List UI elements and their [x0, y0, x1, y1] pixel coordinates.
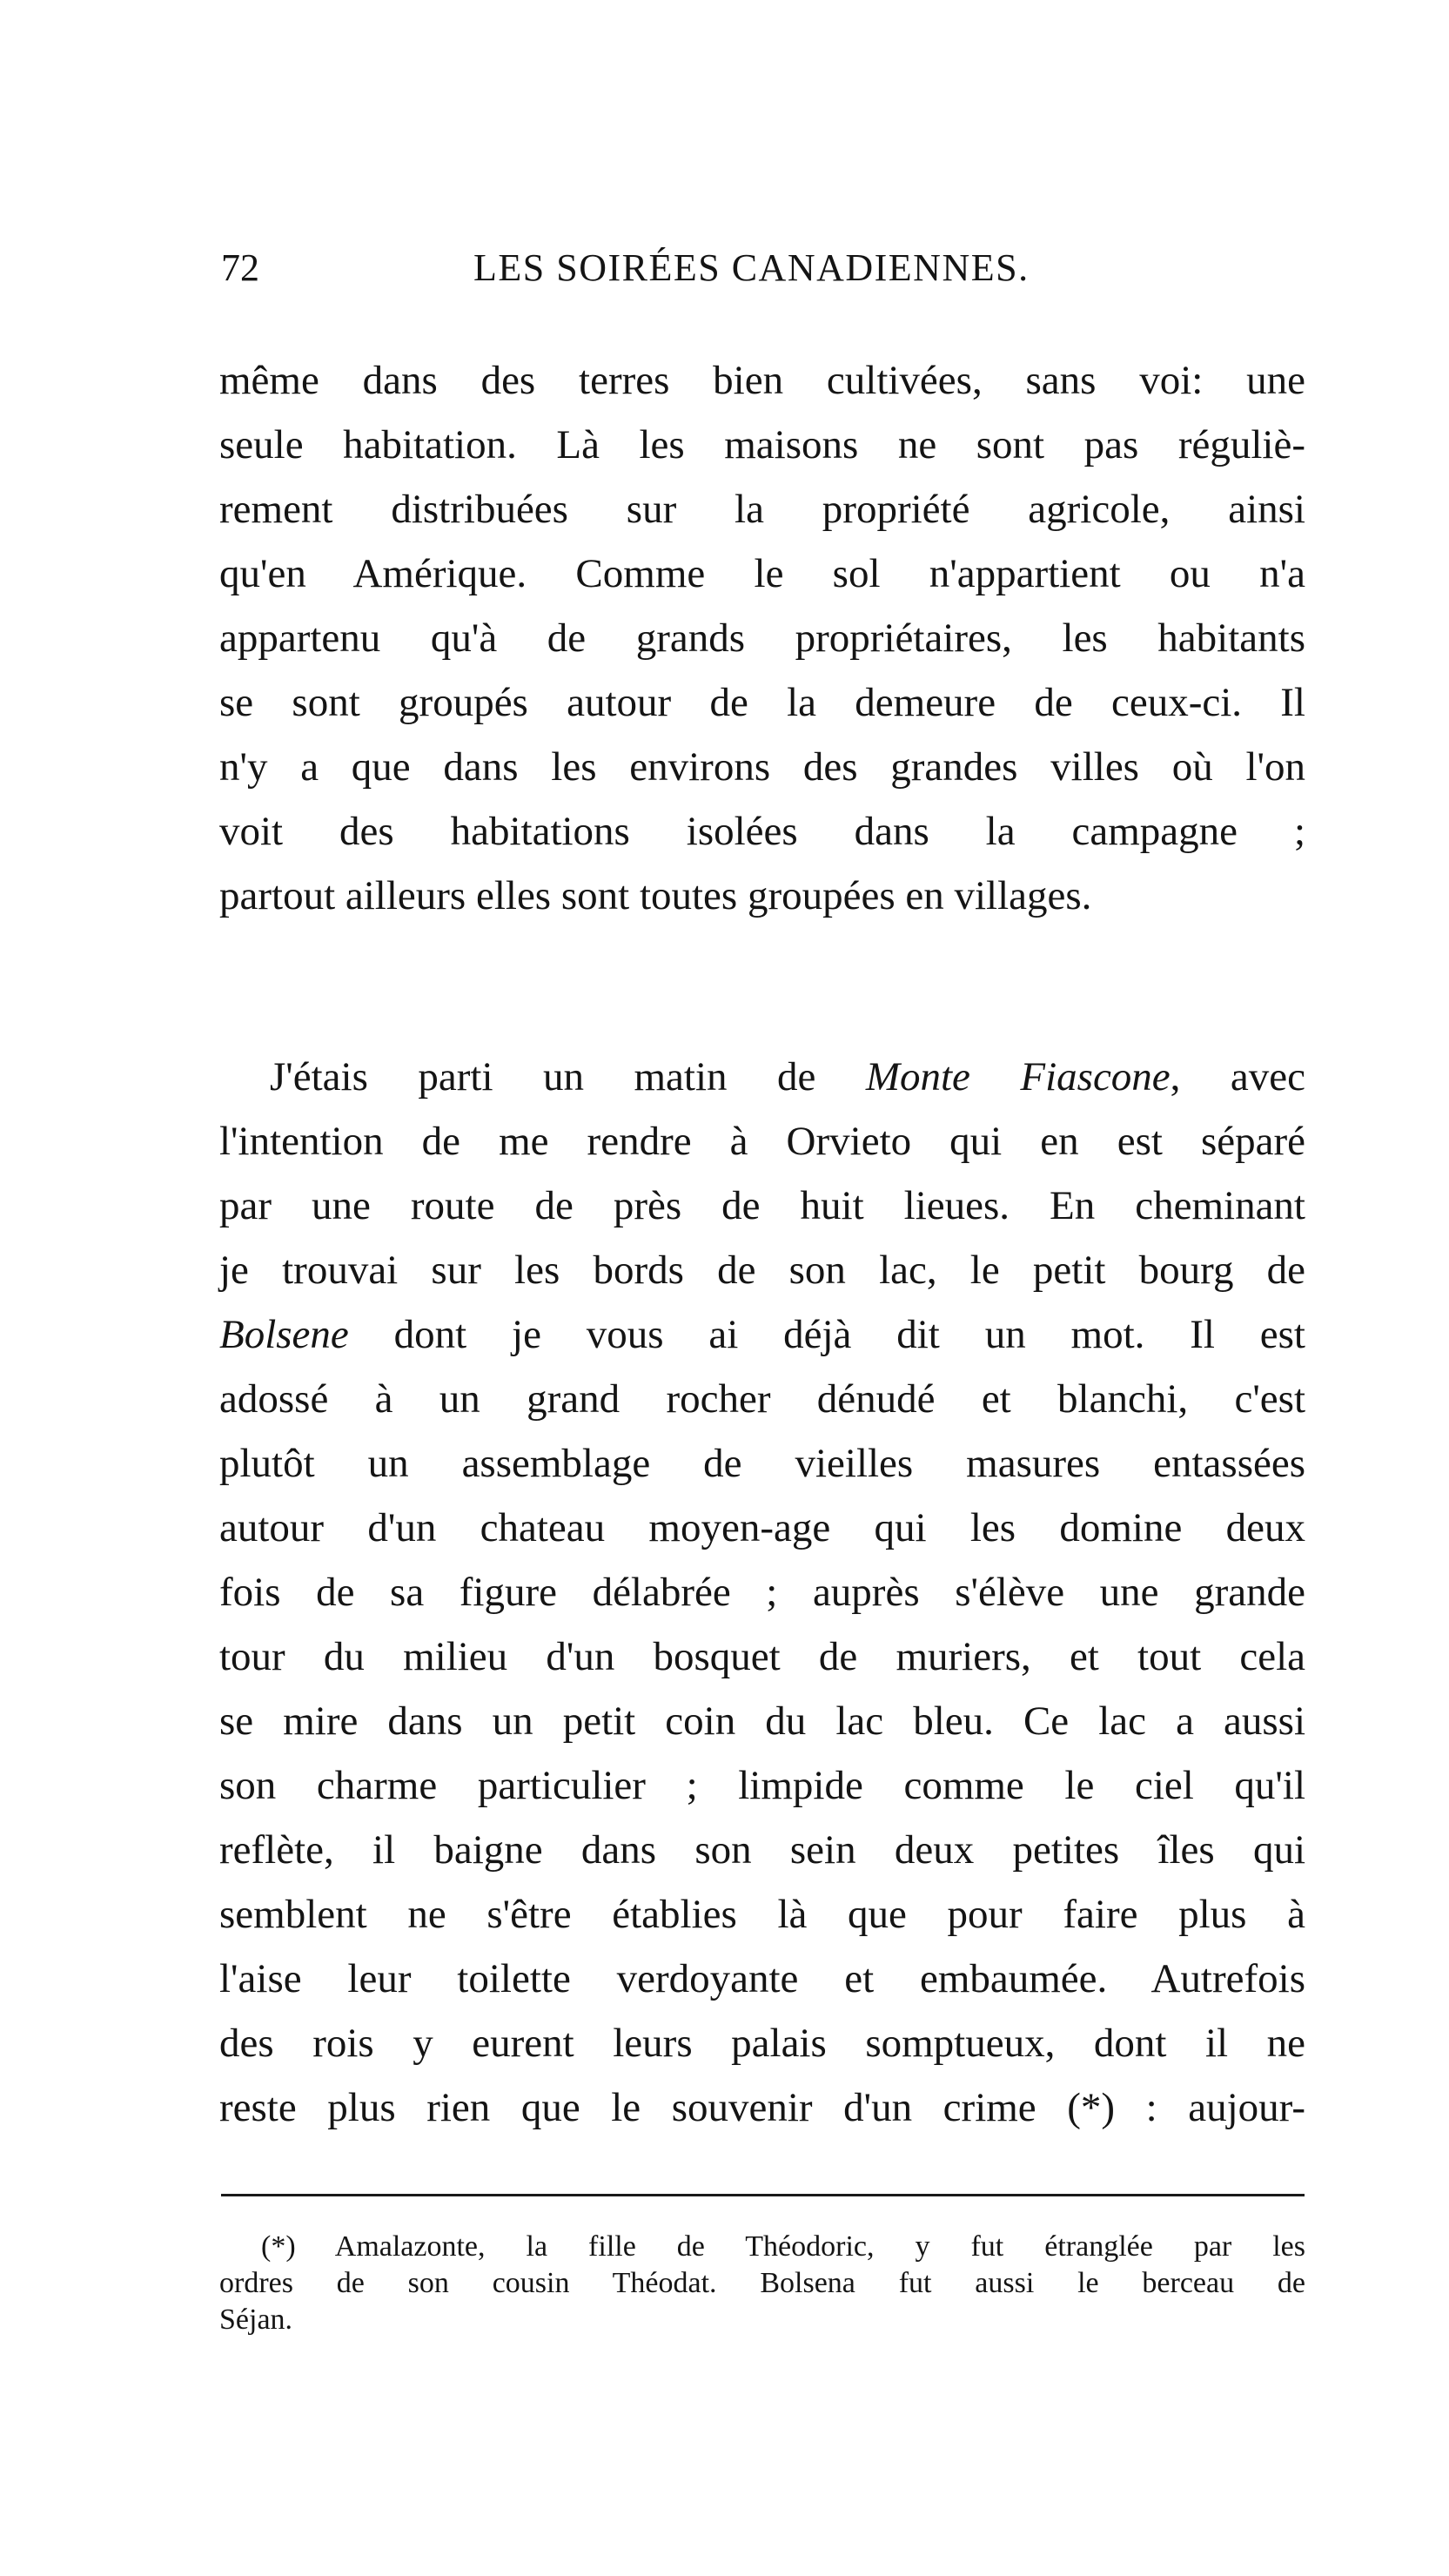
page-header: [221, 242, 1305, 294]
text-line: n'y a que dans les environs des grandes villes où l'on: [219, 744, 1305, 790]
text-line: son charme particulier ; limpide comme le ciel qu'il: [219, 1763, 1305, 1808]
text-line: se sont groupés autour de la demeure de ceux-ci. Il: [219, 680, 1305, 725]
text-line: reflète, il baigne dans son sein deux petites îles qui: [219, 1827, 1305, 1873]
footnote-line: Séjan.: [219, 2304, 293, 2336]
footnote: [219, 2229, 1305, 2338]
text-fragment: , avec: [1170, 1054, 1305, 1100]
italic-place-name: Bolsene: [219, 1312, 349, 1357]
text-line: même dans des terres bien cultivées, sans voi: une: [219, 358, 1305, 403]
text-line: [219, 1045, 1305, 1109]
text-line: [219, 1302, 1305, 1367]
text-line: l'aise leur toilette verdoyante et embaumée. Autrefois: [219, 1956, 1305, 2001]
text-line: je trouvai sur les bords de son lac, le petit bourg de: [219, 1248, 1305, 1293]
text-line: voit des habitations isolées dans la campagne ;: [219, 809, 1305, 854]
text-line: rement distribuées sur la propriété agricole, ainsi: [219, 487, 1305, 532]
text-line: l'intention de me rendre à Orvieto qui en est séparé: [219, 1119, 1305, 1164]
footnote-line: ordres de son cousin Théodat. Bolsena fut aussi le berceau de: [219, 2267, 1305, 2299]
text-line: tour du milieu d'un bosquet de muriers, et tout cela: [219, 1634, 1305, 1679]
text-line: partout ailleurs elles sont toutes groupées en villages.: [219, 873, 1092, 918]
text-fragment: dont je vous ai déjà dit un mot. Il est: [348, 1312, 1305, 1357]
text-line: plutôt un assemblage de vieilles masures entassées: [219, 1441, 1305, 1486]
italic-place-name: Monte Fiascone: [865, 1054, 1171, 1100]
text-line: se mire dans un petit coin du lac bleu. Ce lac a aussi: [219, 1698, 1305, 1744]
text-line: des rois y eurent leurs palais somptueux, dont il ne: [219, 2021, 1305, 2066]
footnote-divider: [221, 2194, 1305, 2196]
text-line: adossé à un grand rocher dénudé et blanchi, c'est: [219, 1376, 1305, 1422]
text-line: qu'en Amérique. Comme le sol n'appartient ou n'a: [219, 551, 1305, 596]
paragraph-1: [219, 348, 1305, 928]
text-line: autour d'un chateau moyen-age qui les domine deux: [219, 1505, 1305, 1550]
text-line: seule habitation. Là les maisons ne sont pas réguliè-: [219, 422, 1305, 467]
text-line: semblent ne s'être établies là que pour faire plus à: [219, 1892, 1305, 1937]
page-number: 72: [221, 246, 259, 289]
paragraph-2: [219, 1045, 1305, 2140]
text-line: reste plus rien que le souvenir d'un crime (*) : aujour-: [219, 2085, 1305, 2130]
footnote-line: (*) Amalazonte, la fille de Théodoric, y fut étranglée par les: [261, 2230, 1305, 2263]
text-line: fois de sa figure délabrée ; auprès s'élève une grande: [219, 1570, 1305, 1615]
text-line: appartenu qu'à de grands propriétaires, les habitants: [219, 615, 1305, 661]
running-title: LES SOIRÉES CANADIENNES.: [473, 246, 1030, 289]
text-fragment: J'étais parti un matin de: [270, 1054, 866, 1100]
text-line: par une route de près de huit lieues. En cheminant: [219, 1183, 1305, 1228]
